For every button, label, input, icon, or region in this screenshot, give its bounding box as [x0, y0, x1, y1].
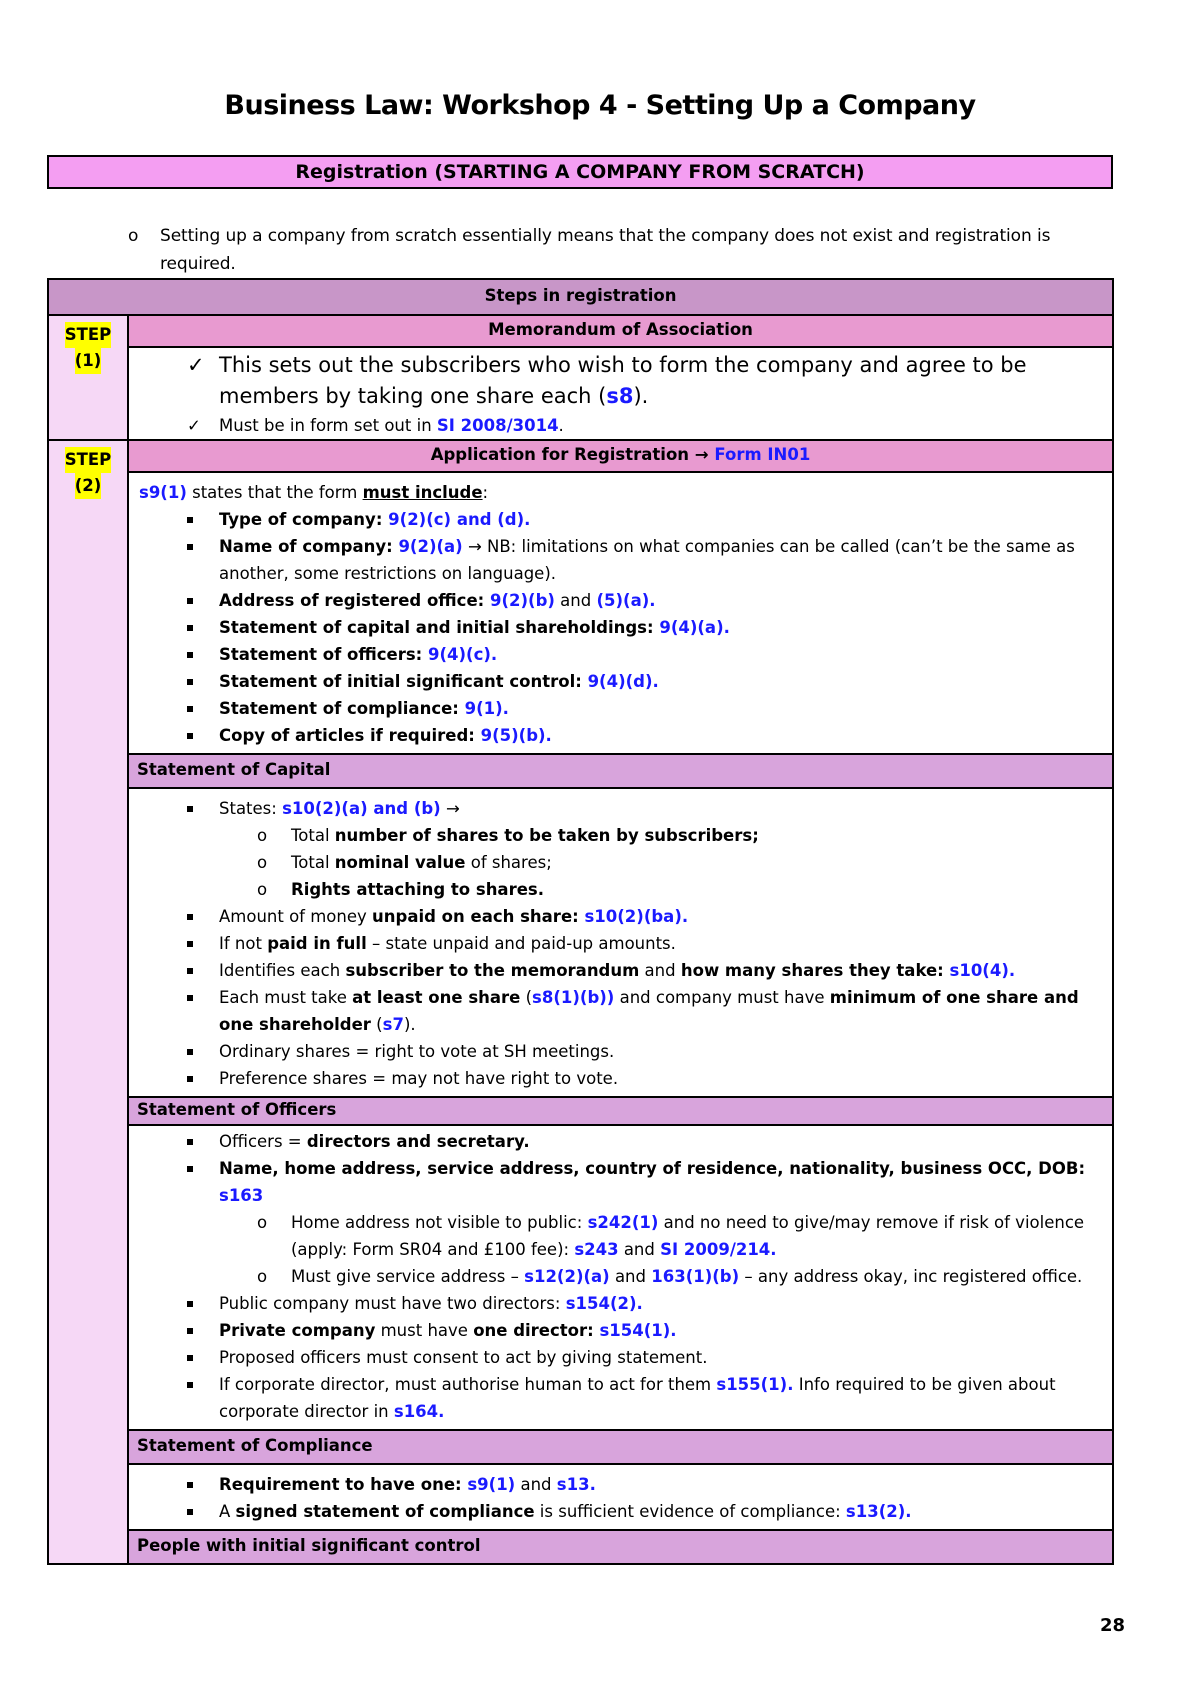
list-item: Private company must have one director: s154(1).	[139, 1317, 1102, 1344]
list-item: Statement of capital and initial shareholdings: 9(4)(a).	[139, 614, 1102, 641]
list-item: Name of company: 9(2)(a) → NB: limitations on what companies can be called (can’t be the same as another, some restrictions on language).	[139, 533, 1102, 587]
page-number: 28	[1100, 1615, 1126, 1636]
list-item: A signed statement of compliance is sufficient evidence of compliance: s13(2).	[139, 1498, 1102, 1525]
list-item: o Rights attaching to shares.	[139, 876, 1102, 903]
step-1-word: STEP	[65, 322, 112, 348]
memorandum-content	[128, 347, 1113, 440]
list-item: Name, home address, service address, country of residence, nationality, business OCC, DOB: s163	[139, 1155, 1102, 1209]
list-item: Copy of articles if required: 9(5)(b).	[139, 722, 1102, 749]
application-content	[128, 472, 1113, 754]
page-title: Business Law: Workshop 4 - Setting Up a Company	[224, 90, 976, 121]
circle-bullet-icon: o	[128, 226, 139, 246]
step-2-number: (2)	[75, 473, 102, 499]
officers-content	[128, 1125, 1113, 1430]
check-icon: ✓	[187, 416, 201, 435]
capital-content	[128, 788, 1113, 1097]
section-banner: Registration (STARTING A COMPANY FROM SCRATCH)	[47, 155, 1113, 189]
list-item: ✓ Must be in form set out in SI 2008/3014.	[139, 412, 1102, 439]
memorandum-heading: Memorandum of Association	[128, 315, 1113, 347]
list-item: o Total nominal value of shares;	[139, 849, 1102, 876]
list-item: Public company must have two directors: s154(2).	[139, 1290, 1102, 1317]
list-item: o Total number of shares to be taken by subscribers;	[139, 822, 1102, 849]
list-item: ✓ This sets out the subscribers who wish to form the company and agree to be members by taking one share each (s8).	[139, 350, 1102, 412]
list-item: If not paid in full – state unpaid and paid-up amounts.	[139, 930, 1102, 957]
list-item: Address of registered office: 9(2)(b) and (5)(a).	[139, 587, 1102, 614]
step-2-label	[48, 440, 128, 1564]
compliance-content	[128, 1464, 1113, 1530]
psc-heading: People with initial significant control	[128, 1530, 1113, 1564]
list-item: Statement of initial significant control: 9(4)(d).	[139, 668, 1102, 695]
registration-steps-table	[47, 278, 1114, 1565]
circle-bullet-icon: o	[257, 880, 268, 899]
list-item: Identifies each subscriber to the memorandum and how many shares they take: s10(4).	[139, 957, 1102, 984]
step-1-number: (1)	[75, 348, 102, 374]
officers-heading: Statement of Officers	[128, 1097, 1113, 1125]
list-item: Proposed officers must consent to act by giving statement.	[139, 1344, 1102, 1371]
list-item: Ordinary shares = right to vote at SH meetings.	[139, 1038, 1102, 1065]
circle-bullet-icon: o	[257, 1213, 268, 1232]
step-1-label	[48, 315, 128, 440]
step-2-word: STEP	[65, 447, 112, 473]
intro-paragraph	[128, 222, 1118, 278]
circle-bullet-icon: o	[257, 826, 268, 845]
application-heading: Application for Registration → Form IN01	[128, 440, 1113, 472]
list-item: Statement of compliance: 9(1).	[139, 695, 1102, 722]
list-item: Officers = directors and secretary.	[139, 1128, 1102, 1155]
arrow-right-icon: →	[694, 445, 709, 464]
intro-text: Setting up a company from scratch essentially means that the company does not exist and registration is required.	[160, 226, 1051, 274]
arrow-right-icon: →	[440, 799, 460, 818]
list-item: If corporate director, must authorise human to act for them s155(1). Info required to be given about corporate director in s164.	[139, 1371, 1102, 1425]
list-item: Amount of money unpaid on each share: s10(2)(ba).	[139, 903, 1102, 930]
check-icon: ✓	[187, 353, 205, 377]
list-item: Requirement to have one: s9(1) and s13.	[139, 1471, 1102, 1498]
list-item: States: s10(2)(a) and (b) →	[139, 795, 1102, 822]
list-item: o Must give service address – s12(2)(a) and 163(1)(b) – any address okay, inc registered office.	[139, 1263, 1102, 1290]
list-item: Each must take at least one share (s8(1)(b)) and company must have minimum of one share and one shareholder (s7).	[139, 984, 1102, 1038]
list-item: Preference shares = may not have right to vote.	[139, 1065, 1102, 1092]
steps-header: Steps in registration	[48, 279, 1113, 315]
application-intro: s9(1) states that the form must include:	[139, 483, 489, 502]
capital-heading: Statement of Capital	[128, 754, 1113, 788]
circle-bullet-icon: o	[257, 1267, 268, 1286]
circle-bullet-icon: o	[257, 853, 268, 872]
compliance-heading: Statement of Compliance	[128, 1430, 1113, 1464]
list-item: o Home address not visible to public: s242(1) and no need to give/may remove if risk of violence (apply: Form SR04 and £100 fee): s243 and SI 2009/214.	[139, 1209, 1102, 1263]
list-item: Type of company: 9(2)(c) and (d).	[139, 506, 1102, 533]
list-item: Statement of officers: 9(4)(c).	[139, 641, 1102, 668]
